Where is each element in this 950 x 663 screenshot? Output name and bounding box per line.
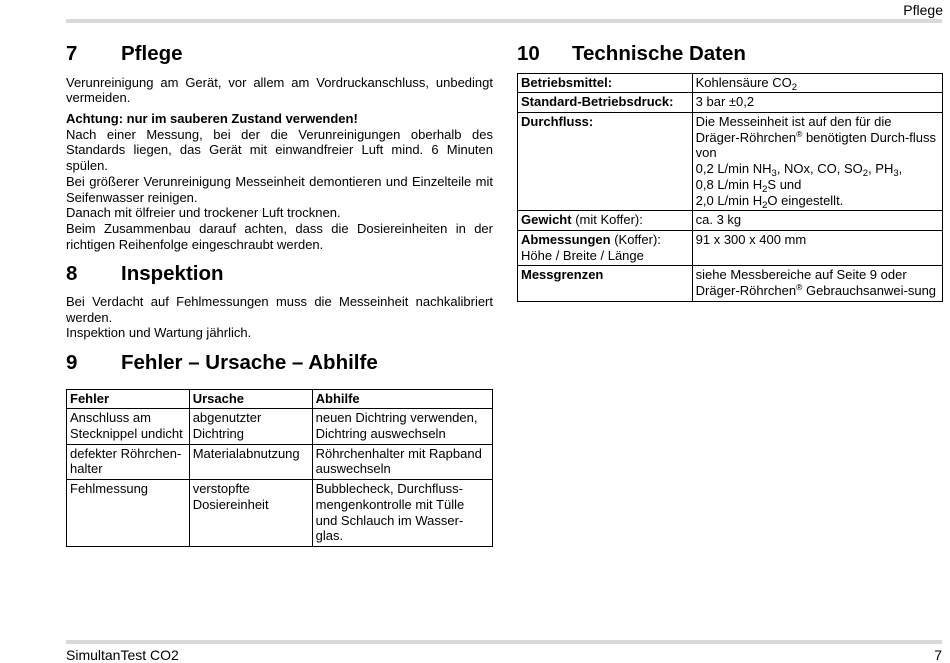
section-9-heading [66,351,493,376]
spec-label: Abmessungen (Koffer): Höhe / Breite / Länge [518,230,693,265]
section-8-heading [66,262,493,287]
spec-label: Standard-Betriebsdruck: [518,93,693,113]
section-7-heading [66,42,493,67]
inspektion-paragraph: Inspektion und Wartung jährlich. [66,325,252,341]
running-title: Pflege [903,2,943,18]
table-cell: verstopfte Dosiereinheit [189,480,312,547]
section-10-heading [517,42,943,67]
section-title: Pflege [121,42,183,65]
column-header: Ursache [189,389,312,409]
inspektion-paragraph: Bei Verdacht auf Fehlmessungen muss die Messeinheit nachkalibriert werden. [66,293,493,325]
left-column [66,42,493,547]
pflege-warning: Achtung: nur im sauberen Zustand verwenden! [66,111,358,126]
spec-label: Durchfluss: [518,113,693,211]
table-cell: abgenutzter Dichtring [189,409,312,444]
section-number: 9 [66,351,78,375]
spec-label: Gewicht (mit Koffer): [518,211,693,231]
section-number: 10 [517,42,540,65]
spec-value: siehe Messbereiche auf Seite 9 oder Dräger-Röhrchen® Gebrauchsanwei-sung [692,266,942,301]
table-row [518,230,943,265]
footer-page-number: 7 [934,647,942,663]
right-column [517,42,943,302]
column-header: Abhilfe [312,389,492,409]
section-title: Inspektion [121,262,224,286]
troubleshooting-table [66,389,493,547]
pflege-paragraph: Bei größerer Verunreinigung Messeinheit demontieren und Einzelteile mit Seifenwasser reinigen. [66,173,493,205]
table-cell: Materialabnutzung [189,444,312,479]
section-title: Fehler – Ursache – Abhilfe [121,351,378,375]
pflege-paragraph: Beim Zusammenbau darauf achten, dass die Dosiereinheiten in der richtigen Reihenfolge eingeschraubt werden. [66,220,493,252]
table-row [518,93,943,113]
table-row [518,266,943,301]
spec-value: 91 x 300 x 400 mm [692,230,942,265]
technical-data-table [517,73,943,302]
spec-label: Messgrenzen [518,266,693,301]
pflege-intro: Verunreinigung am Gerät, vor allem am Vordruckanschluss, unbedingt vermeiden. [66,74,493,106]
table-row [67,480,493,547]
table-row [67,409,493,444]
table-header-row [67,389,493,409]
footer-rule [66,640,942,644]
table-row [67,444,493,479]
header-rule [66,19,942,23]
table-row [518,73,943,93]
pflege-paragraph: Danach mit ölfreier und trockener Luft trocknen. [66,205,341,221]
table-row [518,211,943,231]
table-cell: Fehlmessung [67,480,190,547]
spec-label: Betriebsmittel: [518,73,693,93]
spec-value: Kohlensäure $CO_2$ [692,73,942,93]
table-row [518,113,943,211]
table-cell: Anschluss am Stecknippel undicht [67,409,190,444]
section-number: 8 [66,262,78,286]
table-cell: Röhrchenhalter mit Rapband auswechseln [312,444,492,479]
section-title: Technische Daten [572,42,746,65]
column-header: Fehler [67,389,190,409]
section-number: 7 [66,42,78,65]
pflege-paragraph: Nach einer Messung, bei der die Verunreinigungen oberhalb des Standards liegen, das Gerät mit einwandfreier Luft mind. 6 Minuten spülen. [66,126,493,174]
footer-product-name: SimultanTest CO2 [66,647,179,663]
spec-value: ca. 3 kg [692,211,942,231]
spec-value: 3 bar ±0,2 [692,93,942,113]
table-cell: defekter Röhrchen-halter [67,444,190,479]
table-cell: neuen Dichtring verwenden, Dichtring auswechseln [312,409,492,444]
spec-value: Die Messeinheit ist auf den für die Dräger-Röhrchen® benötigten Durch-fluss von 0,2 L/min $NH_3$, NOx, CO, $SO_2$, $PH_3$, 0,8 L/min $H_2S$ und 2,0 L/min $H_2O$ eingestellt. [692,113,942,211]
table-cell: Bubblecheck, Durchfluss-mengenkontrolle mit Tülle und Schlauch im Wasser-glas. [312,480,492,547]
